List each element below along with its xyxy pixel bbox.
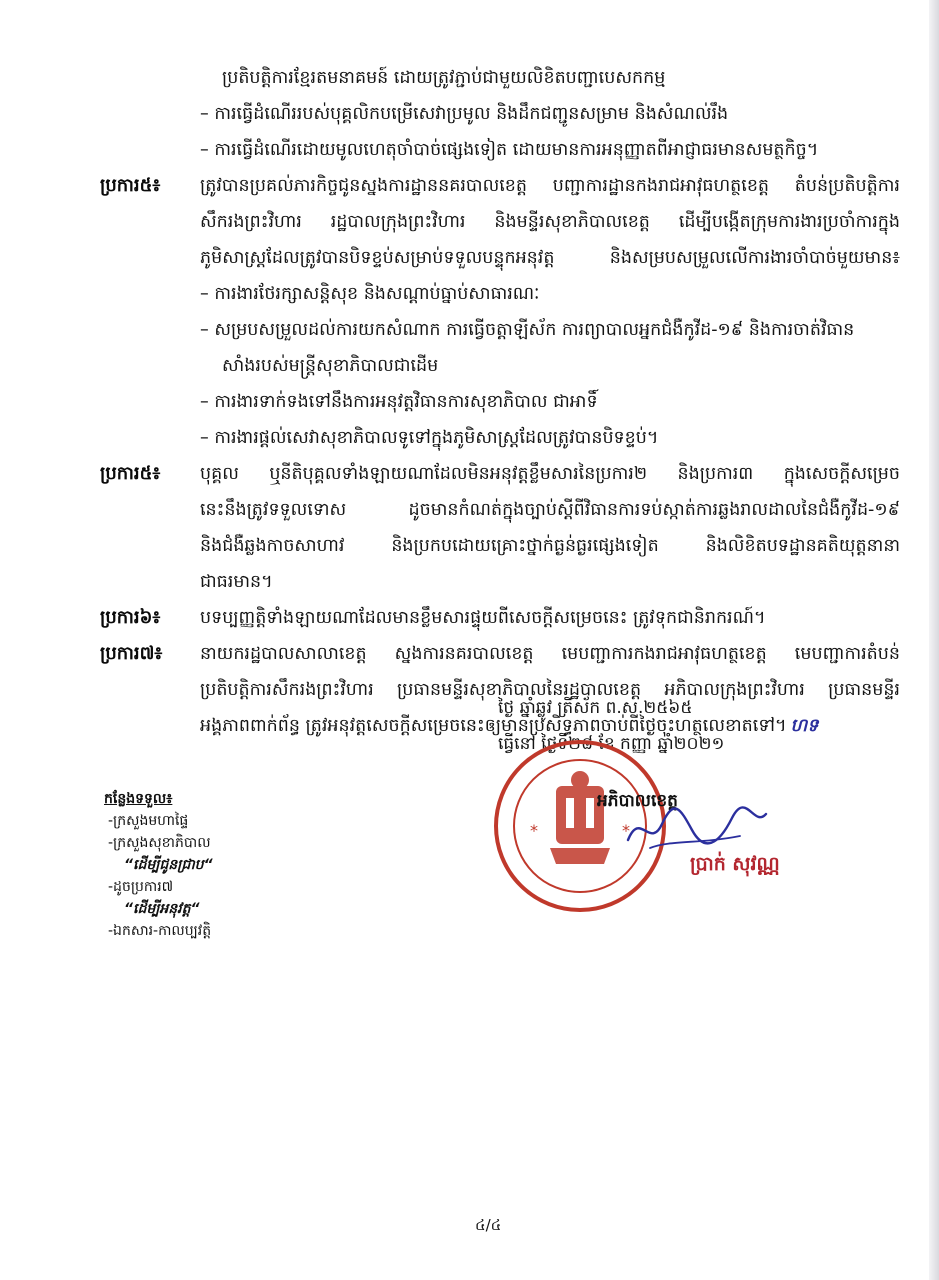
article-heading: ប្រការ៦៖ (100, 607, 161, 628)
intro-bullet-1: – ការធ្វើដំណើររបស់បុគ្គលិកបម្រើសេវាប្រមូល និងដឹកជញ្ជូនសម្រាម និងសំណល់រឹង (200, 104, 729, 124)
date-lunar: ថ្ងៃ ឆ្នាំឆ្លូវ ត្រីស័ក ព.ស.២៥៦៥ (498, 698, 693, 718)
article-bullet: – ការងារទាក់ទងទៅនឹងការអនុវត្តវិធានការសុខាភិបាល ជាអាទិ៍ (200, 392, 598, 412)
article-bullet: – ការងារថែរក្សាសន្តិសុខ និងសណ្តាប់ធ្នាប់សាធារណៈ (200, 284, 540, 304)
recipient-note: “ដើម្បីជូនជ្រាប“ (124, 857, 213, 873)
recipients-list (104, 788, 213, 942)
date-solar: ធ្វើនៅ ថ្ងៃទី២៨ ខែ កញ្ញា ឆ្នាំ២០២១ (498, 734, 725, 754)
recipient-item: -ក្រសួងមហាផ្ទៃ (108, 813, 189, 829)
article-text-line: បទប្បញ្ញត្តិទាំងឡាយណាដែលមានខ្លឹមសារផ្ទុយពីសេចក្តីសម្រេចនេះ ត្រូវទុកជានិរាករណ៍។ (200, 608, 766, 628)
article-heading: ប្រការ៥៖ (100, 175, 161, 196)
article-bullet: – ការងារផ្តល់សេវាសុខាភិបាលទូទៅក្នុងភូមិសាស្ត្រដែលត្រូវបានបិទខ្ទប់។ (200, 428, 659, 448)
article-text-line: នេះនឹងត្រូវទទួលទោស ដូចមានកំណត់ក្នុងច្បាប់ស្តីពីវិធានការទប់ស្កាត់ការឆ្លងរាលដាលនៃជំងឺកូវីដ-១៩ (200, 500, 900, 520)
article-text-line: ភូមិសាស្ត្រដែលត្រូវបានបិទខ្ទប់សម្រាប់ទទួលបន្ទុកអនុវត្ត និងសម្របសម្រួលលើការងារចាំបាច់មួយមាន៖ (200, 248, 900, 268)
recipients-heading: កន្លែងទទួល៖ (104, 791, 173, 807)
article-text-line: ត្រូវបានប្រគល់ភារកិច្ចជូនស្នងការដ្ឋាននគរបាលខេត្ត បញ្ជាការដ្ឋានកងរាជអាវុធហត្ថខេត្ត តំបន់ប្រតិបត្តិការ (200, 176, 900, 196)
article-heading: ប្រការ៥៖ (100, 463, 161, 484)
article-block (100, 168, 900, 276)
page-number: ៤/៤ (475, 1216, 502, 1234)
recipient-item: -ក្រសួងសុខាភិបាល (108, 835, 211, 851)
intro-bullet-2: – ការធ្វើដំណើរដោយមូលហេតុចាំបាច់ផ្សេងទៀត ដោយមានការអនុញ្ញាតពីអាជ្ញាធរមានសមត្ថកិច្ច។ (200, 140, 819, 160)
article-block (100, 636, 900, 744)
document-body (100, 60, 900, 744)
svg-text:*: * (622, 821, 630, 840)
article-text-line: និងជំងឺឆ្លងកាចសាហាវ និងប្រកបដោយគ្រោះថ្នាក់ធ្ងន់ធ្ងរផ្សេងទៀត និងលិខិតបទដ្ឋានគតិយុត្តនានា (200, 536, 900, 556)
article-block (100, 600, 900, 636)
article-heading: ប្រការ៧៖ (100, 643, 163, 664)
recipient-item: -ឯកសារ-កាលប្បវត្តិ (108, 923, 212, 939)
article-bullet-continuation: សាំងរបស់មន្ត្រីសុខាភិបាលជាដើម (222, 356, 439, 376)
signer-name: ប្រាក់ សុវណ្ណ (690, 853, 780, 875)
svg-text:*: * (530, 821, 538, 840)
article-text-line: ប្រតិបត្តិការសឹករងព្រះវិហារ ប្រធានមន្ទីរសុខាភិបាលនៃរដ្ឋបាលខេត្ត អភិបាលក្រុងព្រះវិហារ ប្រធានមន្ទីរ (200, 680, 900, 700)
recipient-note: “ដើម្បីអនុវត្ត“ (124, 901, 200, 917)
article-text-line: អង្គភាពពាក់ព័ន្ធ ត្រូវអនុវត្តសេចក្តីសម្រេចនេះឲ្យមានប្រសិទ្ធភាពចាប់ពីថ្ងៃចុះហត្ថលេខាតទៅ។ ហទ (200, 716, 819, 736)
page-edge-shadow (929, 0, 939, 1280)
handwritten-initials: ហទ (790, 716, 819, 736)
article-text-line: នាយករដ្ឋបាលសាលាខេត្ត ស្នងការនគរបាលខេត្ត មេបញ្ជាការកងរាជអាវុធហត្ថខេត្ត មេបញ្ជាការតំបន់ (200, 644, 900, 664)
article-block (100, 456, 900, 600)
signatory-title: អភិបាលខេត្ត (597, 791, 678, 811)
article-text-line: សឹករងព្រះវិហារ រដ្ឋបាលក្រុងព្រះវិហារ និងមន្ទីរសុខាភិបាលខេត្ត ដើម្បីបង្កើតក្រុមការងារប្រចាំការក្នុង (200, 212, 900, 232)
article-text-line: ជាធរមាន។ (200, 572, 273, 592)
recipient-item: -ដូចប្រការ៧ (108, 879, 174, 895)
article-text-line: បុគ្គល ឬនីតិបុគ្គលទាំងឡាយណាដែលមិនអនុវត្តខ្លឹមសារនៃប្រការ២ និងប្រការ៣ ក្នុងសេចក្តីសម្រេច (200, 464, 900, 484)
intro-line: ប្រតិបត្តិការខ្មែរតមនាគមន៍ ដោយត្រូវភ្ជាប់ជាមួយលិខិតបញ្ជាបេសកកម្ម (222, 68, 666, 88)
article-bullet: – សម្របសម្រួលដល់ការយកសំណាក ការធ្វើចត្តាឡីស័ក ការព្យាបាលអ្នកជំងឺកូវីដ-១៩ និងការចាត់វិធាន (200, 320, 855, 340)
handwritten-signature (620, 800, 770, 860)
